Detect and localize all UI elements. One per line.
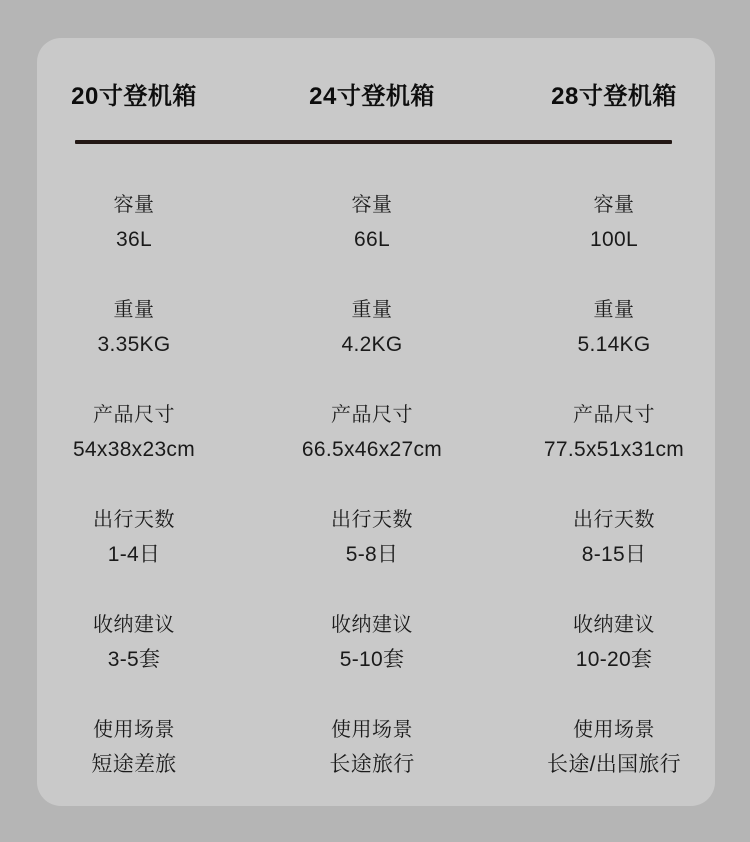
capacity-value-28inch: 100L <box>590 228 638 251</box>
use-scenario-value-20inch: 短途差旅 <box>91 753 177 776</box>
cell-travel-days-24inch <box>231 506 513 572</box>
weight-label: 重量 <box>351 299 393 321</box>
cell-dimensions-24inch <box>231 401 513 467</box>
packing-suggestion-label: 收纳建议 <box>93 614 175 636</box>
travel-days-label: 出行天数 <box>331 509 413 531</box>
spec-row-capacity <box>37 191 715 257</box>
capacity-label: 容量 <box>351 194 393 216</box>
travel-days-label: 出行天数 <box>93 509 175 531</box>
packing-suggestion-label: 收纳建议 <box>573 614 655 636</box>
header-row <box>37 38 715 109</box>
packing-suggestion-label: 收纳建议 <box>331 614 413 636</box>
capacity-value-24inch: 66L <box>354 228 390 251</box>
cell-weight-28inch <box>513 296 715 362</box>
spec-comparison-panel <box>37 38 715 806</box>
header-divider <box>75 140 672 144</box>
travel-days-value-28inch: 8-15日 <box>581 543 647 566</box>
packing-suggestion-value-28inch: 10-20套 <box>575 648 653 671</box>
dimensions-value-20inch: 54x38x23cm <box>72 438 196 461</box>
weight-value-24inch: 4.2KG <box>341 333 403 356</box>
capacity-value-20inch: 36L <box>116 228 152 251</box>
cell-use-scenario-24inch <box>231 716 513 782</box>
use-scenario-label: 使用场景 <box>573 719 655 741</box>
cell-packing-suggestion-28inch <box>513 611 715 677</box>
cell-use-scenario-20inch <box>37 716 231 782</box>
travel-days-value-20inch: 1-4日 <box>107 543 161 566</box>
weight-label: 重量 <box>113 299 155 321</box>
column-header-20inch: 20寸登机箱 <box>71 83 197 110</box>
column-header-24inch: 24寸登机箱 <box>309 83 435 110</box>
cell-packing-suggestion-24inch <box>231 611 513 677</box>
cell-weight-20inch <box>37 296 231 362</box>
packing-suggestion-value-20inch: 3-5套 <box>107 648 161 671</box>
spec-row-weight <box>37 296 715 362</box>
cell-packing-suggestion-20inch <box>37 611 231 677</box>
spec-row-travel-days <box>37 506 715 572</box>
cell-use-scenario-28inch <box>513 716 715 782</box>
cell-capacity-24inch <box>231 191 513 257</box>
use-scenario-label: 使用场景 <box>93 719 175 741</box>
column-header-28inch: 28寸登机箱 <box>551 83 677 110</box>
dimensions-label: 产品尺寸 <box>331 404 413 426</box>
cell-capacity-28inch <box>513 191 715 257</box>
dimensions-label: 产品尺寸 <box>573 404 655 426</box>
spec-row-dimensions <box>37 401 715 467</box>
weight-value-28inch: 5.14KG <box>577 333 651 356</box>
dimensions-value-28inch: 77.5x51x31cm <box>543 438 685 461</box>
packing-suggestion-value-24inch: 5-10套 <box>339 648 405 671</box>
spec-row-use-scenario <box>37 716 715 782</box>
use-scenario-value-24inch: 长途旅行 <box>329 753 415 776</box>
spec-row-packing-suggestion <box>37 611 715 677</box>
capacity-label: 容量 <box>113 194 155 216</box>
dimensions-label: 产品尺寸 <box>93 404 175 426</box>
cell-travel-days-28inch <box>513 506 715 572</box>
use-scenario-value-28inch: 长途/出国旅行 <box>547 753 681 776</box>
dimensions-value-24inch: 66.5x46x27cm <box>301 438 443 461</box>
cell-weight-24inch <box>231 296 513 362</box>
cell-dimensions-20inch <box>37 401 231 467</box>
cell-travel-days-20inch <box>37 506 231 572</box>
cell-dimensions-28inch <box>513 401 715 467</box>
capacity-label: 容量 <box>593 194 635 216</box>
use-scenario-label: 使用场景 <box>331 719 413 741</box>
weight-value-20inch: 3.35KG <box>97 333 171 356</box>
cell-capacity-20inch <box>37 191 231 257</box>
travel-days-value-24inch: 5-8日 <box>345 543 399 566</box>
weight-label: 重量 <box>593 299 635 321</box>
travel-days-label: 出行天数 <box>573 509 655 531</box>
